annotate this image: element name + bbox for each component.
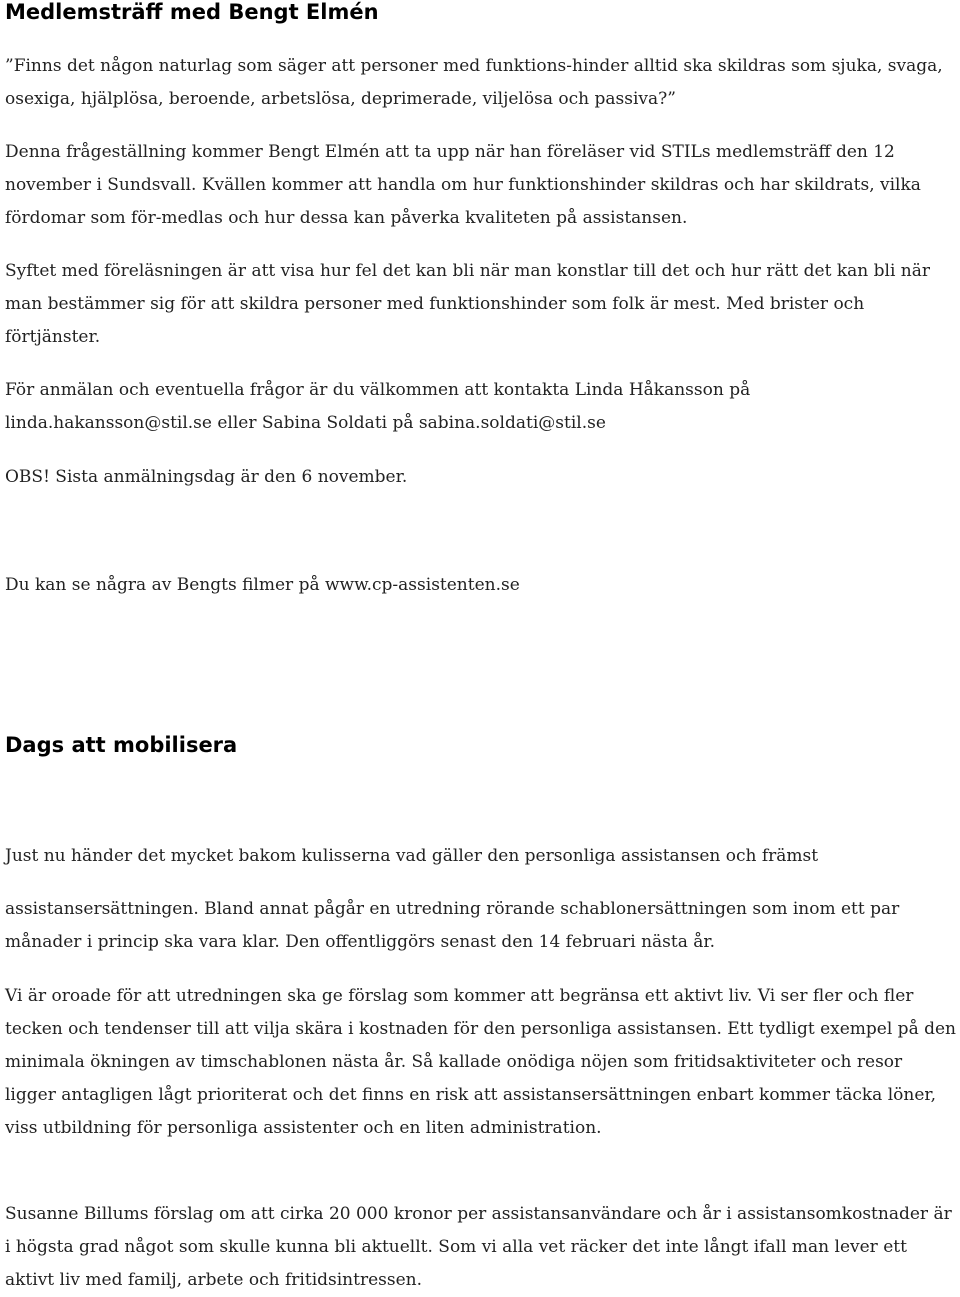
registration-paragraph: För anmälan och eventuella frågor är du välkommen att kontakta Linda Håkansson på linda.hakansson@stil.se eller Sabina Soldati på sabina.soldati@stil.se: [5, 380, 751, 433]
purpose-paragraph: Syftet med föreläsningen är att visa hur fel det kan bli när man konstlar till det och hur rätt det kan bli när man bestämmer sig för att skildra personer med funktionshinder som folk är mest. Med brister och förtjänster.: [5, 261, 930, 347]
paragraph-3: Susanne Billums förslag om att cirka 20 000 kronor per assistansanvändare och år i assistansomkostnader är i högsta grad något som skulle kunna bli aktuellt. Som vi alla vet räcker det inte långt ifall man lever ett aktivt liv med familj, arbete och fritidsintressen.: [5, 1204, 952, 1290]
quote-paragraph: ”Finns det någon naturlag som säger att personer med funktions-hinder alltid ska skildras som sjuka, svaga, osexiga, hjälplösa, beroende, arbetslösa, deprimerade, viljelösa och passiva?”: [5, 56, 943, 109]
deadline-paragraph: OBS! Sista anmälningsdag är den 6 november.: [5, 467, 408, 487]
films-paragraph: Du kan se några av Bengts filmer på www.cp-assistenten.se: [5, 575, 520, 595]
paragraph-1-first-line: Just nu händer det mycket bakom kulisserna vad gäller den personliga assistansen och främst: [5, 846, 819, 866]
section-title-medlemstraff: Medlemsträff med Bengt Elmén: [5, 0, 379, 24]
intro-paragraph: Denna frågeställning kommer Bengt Elmén att ta upp när han föreläser vid STILs medlemsträff den 12 november i Sundsvall. Kvällen kommer att handla om hur funktionshinder skildras och har skildrats, vilka fördomar som för-medlas och hur dessa kan påverka kvaliteten på assistansen.: [5, 142, 921, 228]
section-title-mobilisera: Dags att mobilisera: [5, 733, 238, 757]
paragraph-2: Vi är oroade för att utredningen ska ge förslag som kommer att begränsa ett aktivt liv. Vi ser fler och fler tecken och tendenser till att vilja skära i kostnaden för den personliga assistansen. Ett tydligt exempel på den minimala ökningen av timschablonen nästa år. Så kallade onödiga nöjen som fritidsaktiviteter och resor ligger antagligen lågt prioriterat och det finns en risk att assistansersättningen enbart kommer täcka löner, viss utbildning för personliga assistenter och en liten administration.: [5, 986, 956, 1138]
paragraph-1-rest: assistansersättningen. Bland annat pågår en utredning rörande schablonersättningen som inom ett par månader i princip ska vara klar. Den offentliggörs senast den 14 februari nästa år.: [5, 899, 900, 952]
